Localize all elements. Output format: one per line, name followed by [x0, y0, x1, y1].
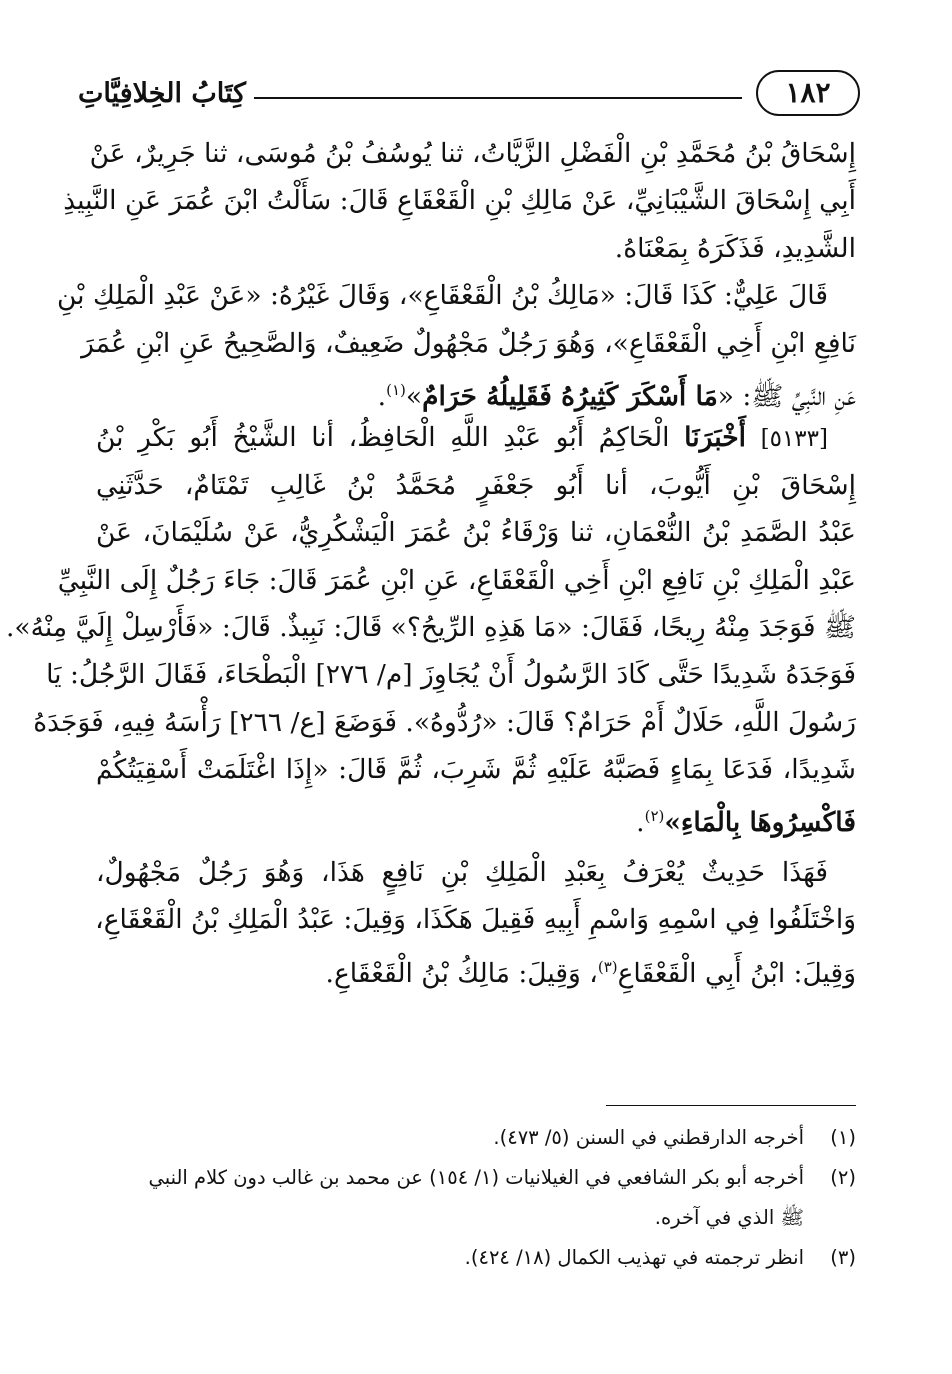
text-line: إِسْحَاقَ بْنِ أَيُّوبَ، أنا أَبُو جَعْفَرٍ مُحَمَّدُ بْنُ غَالِبِ تَمْتَامٌ، حَدَّثَنِي: [96, 469, 856, 501]
book-title: كِتَابُ الخِلافِيَّاتِ: [77, 78, 246, 109]
footnote-marker: (٢): [644, 807, 665, 826]
period: .: [377, 380, 387, 412]
text-segment: ، وَقِيلَ: مَالِكُ بْنُ الْقَعْقَاعِ.: [325, 957, 598, 989]
text-line: عَبْدِ الْمَلِكِ بْنِ نَافِعِ ابْنِ أَخِي الْقَعْقَاعِ، عَنِ ابْنِ عُمَرَ قَالَ: جَاءَ رَجُلٌ إِلَى النَّبِيِّ: [57, 564, 856, 596]
page-header: [77, 70, 860, 124]
main-text: [5, 130, 856, 991]
footnote-1: [96, 1118, 856, 1158]
text-line: فَهَذَا حَدِيثٌ يُعْرَفُ بِعَبْدِ الْمَلِكِ بْنِ نَافِعٍ هَذَا، وَهُوَ رَجُلٌ مَجْهُولٌ،: [96, 856, 828, 888]
page-number: ١٨٢: [756, 70, 860, 116]
hadith-number: [٥١٣٣]: [760, 426, 828, 453]
text-line: قَالَ عَلِيٌّ: كَذَا قَالَ: «مَالِكُ بْنُ الْقَعْقَاعِ»، وَقَالَ غَيْرُهُ: «عَنْ عَبْدِ الْمَلِكِ بْنِ: [56, 280, 828, 312]
footnote-2-continuation: ﷺ الذي في آخره.: [654, 1206, 804, 1229]
text-line: نَافِعِ ابْنِ أَخِي الْقَعْقَاعِ»، وَهُوَ رَجُلٌ مَجْهُولٌ ضَعِيفٌ، وَالصَّحِيحُ عَنِ ابْنِ عُمَرَ: [81, 327, 856, 359]
footnote-text: انظر ترجمته في تهذيب الكمال (١٨/ ٤٢٤).: [464, 1246, 804, 1269]
text-line: أَبِي إِسْحَاقَ الشَّيْبَانِيِّ، عَنْ مَالِكِ بْنِ الْقَعْقَاعِ قَالَ: سَأَلْتُ ابْنَ عُمَرَ عَنِ النَّبِيذِ: [63, 185, 856, 217]
text-line: [96, 793, 856, 840]
footnote-separator: [606, 1105, 856, 1106]
text-line: إِسْحَاقُ بْنُ مُحَمَّدِ بْنِ الْفَضْلِ الزَّيَّاتُ، ثنا يُوسُفُ بْنُ مُوسَى، ثنا جَرِيرٌ، عَنْ: [89, 138, 856, 169]
footnotes: [96, 1118, 856, 1278]
footnote-number: (٣): [830, 1246, 856, 1269]
text-segment: عَنِ النَّبِيِّ ﷺ: «: [717, 380, 856, 412]
akhbarana-word: أَخْبَرَنَا: [684, 422, 746, 454]
text-line: شَدِيدًا، فَدَعَا بِمَاءٍ فَصَبَّهُ عَلَيْهِ ثُمَّ شَرِبَ، ثُمَّ قَالَ: «إِذَا اغْتَلَمَتْ أَسْقِيَتُكُمْ: [96, 754, 856, 786]
footnote-marker: (٣): [597, 957, 618, 976]
footnote-marker: (١): [386, 380, 406, 399]
footnote-2: [96, 1158, 856, 1198]
text-line: الشَّدِيدِ، فَذَكَرَهُ بِمَعْنَاهُ.: [614, 232, 856, 264]
text-line: رَسُولَ اللَّهِ، حَلَالٌ أَمْ حَرَامٌ؟ قَالَ: «رُدُّوهُ». فَوَضَعَ [ع/ ٢٦٦] رَأْسَهُ فِيهِ، فَوَجَدَهُ: [33, 706, 856, 738]
footnote-number: (٢): [830, 1166, 856, 1189]
text-line: [96, 414, 856, 461]
text-line: فَوَجَدَهُ شَدِيدًا حَتَّى كَادَ الرَّسُولُ أَنْ يُجَاوِزَ [م/ ٢٧٦] الْبَطْحَاءَ، فَقَالَ الرَّجُلُ: يَا: [46, 659, 856, 691]
text-line: عَبْدُ الصَّمَدِ بْنُ النُّعْمَانِ، ثنا وَرْقَاءُ بْنُ عُمَرَ الْيَشْكُرِيُّ، عَنْ سُلَيْمَانَ، عَنْ: [96, 517, 856, 549]
text-line: ﷺ فَوَجَدَ مِنْهُ رِيحًا، فَقَالَ: «مَا هَذِهِ الرِّيحُ؟» قَالَ: نَبِيذٌ. قَالَ: «فَأَرْسِلْ إِلَيَّ مِنْهُ».: [5, 611, 856, 643]
text-line: [96, 944, 856, 991]
text-segment: وَقِيلَ: ابْنُ أَبِي الْقَعْقَاعِ: [617, 957, 856, 989]
header-rule: [254, 97, 742, 99]
period: .: [636, 807, 645, 839]
hadith-quote: فَاكْسِرُوهَا بِالْمَاءِ»: [664, 807, 856, 839]
footnote-number: (١): [830, 1126, 856, 1149]
text-line: [96, 367, 856, 414]
footnote-3: [96, 1238, 856, 1278]
text-line: وَاخْتَلَفُوا فِي اسْمِهِ وَاسْمِ أَبِيهِ فَقِيلَ هَكَذَا، وَقِيلَ: عَبْدُ الْمَلِكِ بْنُ الْقَعْقَاعِ،: [95, 904, 856, 936]
footnote-text: أخرجه الدارقطني في السنن (٥/ ٤٧٣).: [493, 1126, 804, 1149]
hadith-quote: مَا أَسْكَرَ كَثِيرُهُ فَقَلِيلُهُ حَرَامٌ: [422, 380, 718, 412]
text-segment: الْحَاكِمُ أَبُو عَبْدِ اللَّهِ الْحَافِظُ، أنا الشَّيْخُ أَبُو بَكْرِ بْنُ: [96, 422, 670, 454]
footnote-text: أخرجه أبو بكر الشافعي في الغيلانيات (١/ ١٥٤) عن محمد بن غالب دون كلام النبي: [148, 1166, 804, 1189]
quote-close: »: [405, 380, 423, 412]
